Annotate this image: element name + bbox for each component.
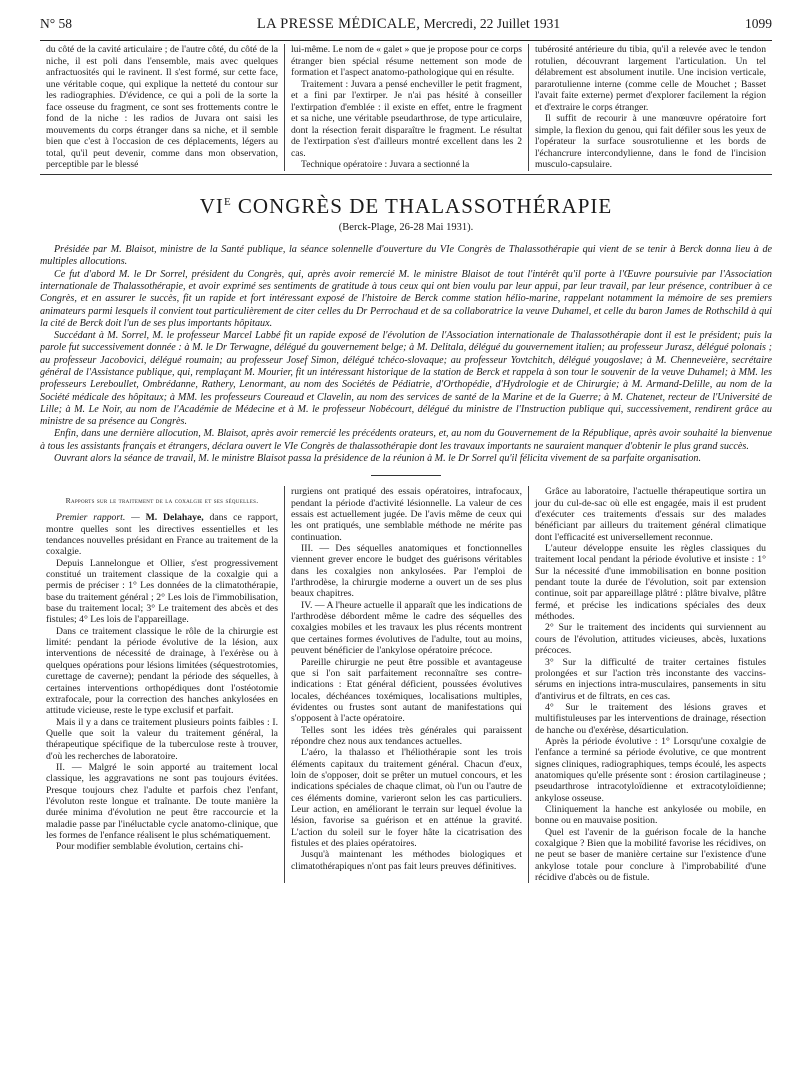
congress-introduction — [40, 244, 772, 465]
section-separator — [371, 475, 441, 476]
report-paragraph: Après la période évolutive : 1° Lorsqu'une coxalgie de l'enfance a terminé sa période évolutive, ce que montrent signes cliniques, radiographiques, temps écoulé, les aspects anatomiques qu'elle présente sont : érosion cartilagineuse ; pseudarthrose intracotyloïdienne et extracotyloïdienne; ankylose osseuse. — [535, 735, 766, 804]
top-column-1 — [40, 44, 284, 171]
report-paragraph: Dans ce traitement classique le rôle de la chirurgie est limité: pendant la période évolutive de la lésion, aux interventions de nécessité de drainage, à l'exérèse ou à quelques opérations pour lésions limitées (séquestrotomies, curettage de caverne); pendant la période des séquelles, à certaines interventions orthopédiques dont l'ostéotomie extrafocale, pour la correction des hanches ankylosées en attitude vicieuse, reste le type exclusif et parfait. — [46, 625, 278, 717]
report-paragraph: 3° Sur la difficulté de traiter certaines fistules prolongées et sur l'action très inconstante des vaccins-sérums en injections intra-musculaires, pansements in situ d'antivirus et de filtrats, en ces cas. — [535, 656, 766, 702]
bottom-column-2 — [284, 486, 528, 883]
page-header — [40, 16, 772, 36]
top-column-3 — [528, 44, 772, 171]
report-author: M. Delahaye, — [145, 512, 204, 524]
report-paragraph: Pour modifier semblable évolution, certains chi- — [56, 841, 244, 853]
top-column-2 — [284, 44, 528, 171]
report-paragraph: Quel est l'avenir de la guérison focale de la hanche coxalgique ? Bien que la mobilité favorise les récidives, on ne peut se baser de manière certaine sur l'existence d'une ankylose totale pour conclure à l'improbabilité d'une récidive d'abcès ou de fistule. — [535, 826, 766, 884]
journal-title: LA PRESSE MÉDICALE, — [256, 16, 421, 32]
report-lead: Premier rapport. — — [56, 512, 140, 524]
report-paragraph: Depuis Lannelongue et Ollier, s'est progressivement constitué un traitement classique de la coxalgie qui a permis de préciser : 1° Les données de la climatothérapie, base du traitement général ; 2° Les lois de l'immobilisation, base du traitement local; 3° Le traitement des abcès et des fistules; 4° Les lois de l'appareillage. — [46, 557, 278, 626]
congress-subtitle: (Berck-Plage, 26-28 Mai 1931). — [338, 222, 474, 234]
issue-number: N° 58 — [40, 16, 73, 31]
report-paragraph: 2° Sur le traitement des incidents qui surviennent au cours de l'évolution, attitudes vicieuses, abcès, luxations précoces. — [535, 622, 766, 657]
journal-masthead — [257, 16, 560, 33]
column-paragraph: Il suffit de recourir à une manœuvre opératoire fort simple, la flexion du genou, qui fait défiler sous les yeux de l'opérateur la surface sousrotulienne et les bords de l'échancrure intercondylienne, dans le fond de l'incision musculo-capsulaire. — [535, 113, 766, 171]
column-paragraph: Technique opératoire : Juvara a sectionné la — [301, 159, 470, 171]
bottom-column-3 — [528, 486, 772, 883]
report-paragraph: Jusqu'à maintenant les méthodes biologiques et climatothérapiques n'ont pas fait leurs preuves définitives. — [291, 849, 522, 872]
report-paragraph: Cliniquement la hanche est ankylosée ou mobile, en bonne ou en mauvaise position. — [535, 803, 766, 827]
bottom-column-1 — [40, 486, 284, 883]
section-heading: Rapports sur le traitement de la coxalgie et ses séquelles. — [65, 496, 259, 506]
column-paragraph: du côté de la cavité articulaire ; de l'autre côté, du côté de la niche, il est poli dans l'ensemble, mais avec quelques anfractuosités qui le ravinent. Il s'est formé, sur cette face, une véritable coque, qui explique la netteté du contour sur les radiographies. D'évidence, ce qui a poli de la sorte la face osseuse du fragment, ce sont ses frottements contre le fond de la niche : les radios de Juvara ont saisi les mouvements du corps étranger dans sa niche, et il semble bien que c'est à l'occasion de ces déplacements, légers au total, qu'il peut devenir, comme dans mon observation, perceptible par le blessé — [46, 44, 278, 171]
report-paragraph: Mais il y a dans ce traitement plusieurs points faibles : I. Quelle que soit la valeur du traitement général, la thérapeutique spécifique de la tuberculose reste à trouver, d'où les recherches de laboratoire. — [46, 716, 278, 762]
report-paragraph: Pareille chirurgie ne peut être possible et avantageuse que si l'on sait parfaitement reconnaître ses contre-indications : Etat général déficient, poussées évolutives locales, déchéances toxémiques, localisations multiples, évidentes ou frustes sont autant de manifestations qui s'opposent à l'acte opératoire. — [291, 656, 522, 725]
report-paragraph: Grâce au laboratoire, l'actuelle thérapeutique sortira un jour du cul-de-sac où elle est engagée, mais il est prudent d'exécuter ces traitements d'essais sur des malades bénéficiant par ailleurs du traitement général climatique dont l'efficacité est universellement reconnue. — [535, 486, 766, 543]
report-paragraph: Telles sont les idées très générales qui paraissent répondre chez nous aux tendances actuelles. — [291, 724, 522, 747]
continued-article — [40, 44, 772, 171]
intro-paragraph: Enfin, dans une dernière allocution, M. Blaisot, après avoir remercié les précédents orateurs, et, au nom du Gouvernement de la République, après avoir souhaité la bienvenue à tous les assistants français et étrangers, déclara ouvert le VIe Congrès de thalassothérapie dont les travaux importants ne sauraient manquer d'obtenir le plus grand succès. — [40, 428, 772, 452]
article-end-rule — [40, 174, 772, 175]
intro-paragraph: Ce fut d'abord M. le Dr Sorrel, président du Congrès, qui, après avoir remercié M. le ministre Blaisot de tout l'intérêt qu'il porte à l'Œuvre poursuivie par l'Association internationale de Thalassothérapie, et avoir exprimé ses sentiments de gratitude à tous ceux qui ont bien voulu par leur appui, par leur travail, par leur présence, contribuer à ce Congrès, et en assurer le succès, fit un rapide et fort intéressant exposé de l'histoire de Berck comme station hélio-marine, rappelant notamment la mémoire de ses premiers animateurs parmi lesquels il convient tout particulièrement de citer celles du Dr Perrochaud et de sa collaboratrice la veuve Duhamel, et celle du baron James de Rothschild à qui la cité de Berck doit l'un de ses plus importants hôpitaux. — [40, 268, 772, 329]
header-rule — [40, 40, 772, 41]
issue-date: Mercredi, 22 Juillet 1931 — [423, 16, 561, 31]
page-folio: 1099 — [744, 16, 772, 31]
report-paragraph: IV. — A l'heure actuelle il apparaît que les indications de l'arthrodèse débordent même le cadre des séquelles des coxalgies mobiles et les travaux les plus récents montrent que certaines formes évolutives de l'adulte, tout au moins, peuvent bénéficier de l'ankylose opératoire précoce. — [291, 599, 522, 657]
report-paragraph: III. — Des séquelles anatomiques et fonctionnelles viennent grever encore le budget des guérisons véritables dans les coxalgies non ankylosées. Par l'emploi de l'arthrodèse, la chirurgie moderne a ouvert un de ses plus beaux chapitres. — [291, 543, 522, 600]
report-paragraph: II. — Malgré le soin apporté au traitement local classique, les aggravations ne sont pas toujours évitées. Presque toujours chez l'adulte et parfois chez l'enfant, l'évoluton reste longue et traînante. De toute manière la durée minima d'évolution ne peut être raccourcie et la maladie passe par l'inéluctable cycle anatomo-clinique, que les formes de l'enfance réalisent le plus schématiquement. — [46, 761, 278, 841]
report-paragraph: 4° Sur le traitement des lésions graves et multifistuleuses par les interventions de drainage, résection de hanche ou d'exérèse, désarticulation. — [535, 701, 766, 736]
report-paragraph: rurgiens ont pratiqué des essais opératoires, intrafocaux, pendant la période d'activité lésionnelle. La valeur de ces essais est actuellement jugée. De l'avis même de ceux qui les ont pratiqués, une semblable méthode ne mérite pas continuation. — [291, 486, 522, 543]
column-paragraph: lui-même. Le nom de « galet » que je propose pour ce corps étranger bien spécial résume nettement son mode de formation et l'aspect anatomo-pathologique qui en résulte. — [291, 44, 522, 79]
intro-paragraph: Présidée par M. Blaisot, ministre de la Santé publique, la séance solennelle d'ouverture du VIe Congrès de Thalassothérapie qui vient de se tenir à Berck donna lieu à de multiples allocutions. — [40, 244, 772, 268]
intro-paragraph: Ouvrant alors la séance de travail, M. le ministre Blaisot passa la présidence de la réunion à M. le Dr Sorrel qu'il félicita vivement de sa parfaite organisation. — [54, 453, 701, 465]
congress-title: $VI^E$ CONGRÈS DE THALASSOTHÉRAPIE — [199, 194, 613, 219]
column-paragraph: Traitement : Juvara a pensé encheviller le petit fragment, et a fini par l'extirper. Je n'ai pas hésité à conseiller l'extirpation d'emblée : il existe en effet, entre le fragment et sa niche, une véritable pseudarthrose, de type articulaire, dont la résection ferait disparaître le fragment. Le résultat de l'extirpation s'est d'ailleurs montré excellent dans les 2 cas. — [291, 78, 522, 159]
newspaper-page — [40, 16, 772, 1072]
intro-paragraph: Succédant à M. Sorrel, M. le professeur Marcel Labbé fit un rapide exposé de l'évolution de l'Association internationale de Thalassothérapie dont il est le président; puis la parole fut successivement donnée : à M. le Dr Terwagne, délégué du gouvernement belge; à M. Delitala, délégué du gouvernement italien; au professeur Jurasz, délégué polonais ; au professeur Jacobovici, délégué roumain; au professeur Josef Simon, délégué tchéco-slovaque; au professeur Yovtchitch, délégué yougoslave; à M. Chenneveière, secrétaire général de l'Assistance publique, qui, remplaçant M. Mourier, fit un intéressant historique de la station de Berck et rappela à son tour le souvenir de la veuve Duhamel; à MM. les professeurs Lereboullet, Ombrédanne, Rathery, Lenormant, au nom des Sociétés de Pédiatrie, d'Orthopédie, d'Hydrologie et de Chirurgie; à M. Armand-Delille, au nom de la Société médicale des hôpitaux; à MM. les professeurs Coureaud et Clavelin, au nom des services de santé de la Marine et de la Guerre; à M. Chatenet, recteur de l'Université de Lille; à M. Le Noir, au nom de l'Académie de Médecine et à M. le professeur Nobécourt, délégué du ministre de l'Instruction publique qui, successivement, rendirent grâce au ministre de sa présence au Congrès. — [40, 330, 772, 428]
report-paragraph: L'auteur développe ensuite les règles classiques du traitement local pendant la période évolutive et insiste : 1° Sur la nécessité d'une immobilisation en bonne position pendant toute la durée de l'évolution, soit par extension continue, soit par appareillage plâtré : plâtre bivalve, plâtre fermé, et précise les indications spéciales des deux méthodes. — [535, 543, 766, 623]
column-paragraph: tubérosité antérieure du tibia, qu'il a relevée avec le tendon rotulien, découvrant largement l'articulation. Un tel délabrement est absolument inutile. Une incision verticale, pararotulienne interne (comme celle de Mouchet ; Basset l'avait faite externe) permet d'explorer facilement la région et d'extraire le corps étranger. — [535, 44, 766, 113]
coxalgie-report — [40, 486, 772, 883]
report-paragraph: L'aéro, la thalasso et l'héliothérapie sont les trois éléments capitaux du traitement général. Chacun d'eux, loin de s'opposer, doit se prêter un mutuel concours, et les indications spéciales de chaque climat, où l'un ou l'autre de ces éléments domine, varieront selon les cas particuliers. Leur action, en améliorant le terrain sur lequel évolue la lésion, favorise sa guérison et en atténue la gravité. L'action du soleil sur le foyer hâte la cicatrisation des fistules et des plaies opératoires. — [291, 747, 522, 850]
report-paragraph: Premier rapport. — M. Delahaye, dans ce rapport, montre quelles sont les directives essentielles et les tendances nouvelles présidant en France au traitement de la coxalgie. — [46, 512, 278, 558]
